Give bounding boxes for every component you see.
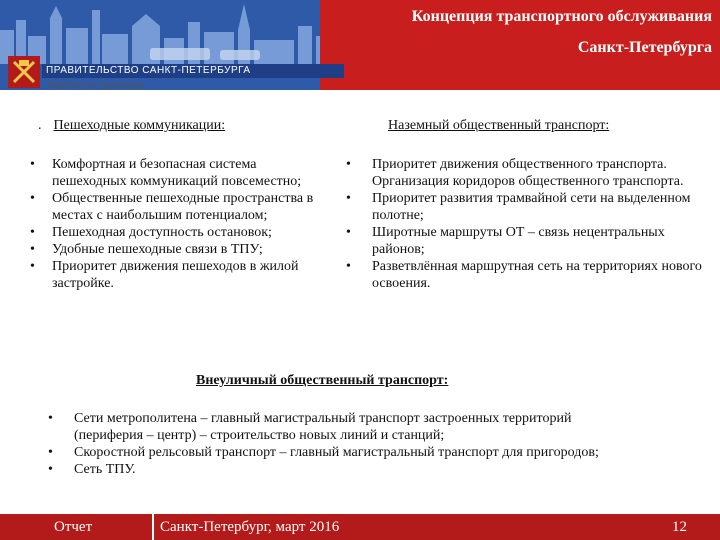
page-number: 12: [672, 519, 687, 535]
footer-divider: [152, 514, 154, 540]
bullet-icon: •: [346, 157, 351, 172]
bullet-icon: •: [346, 225, 351, 240]
bullet-icon: •: [30, 157, 35, 172]
bullet-icon: •: [48, 445, 53, 460]
list-item: • Приоритет движения общественного транспорта. Организация коридоров общественного транспорта.: [346, 157, 684, 189]
list-item: • Общественные пешеходные пространства в местах с наибольшим потенциалом;: [30, 191, 314, 223]
footer-bar: [0, 514, 720, 540]
bullet-icon: •: [48, 411, 53, 426]
bullet-icon: •: [30, 191, 35, 206]
pedestrian-heading-text: Пешеходные коммуникации:: [53, 118, 226, 133]
list-item: • Сети метрополитена – главный магистральный транспорт застроенных территорий (периферия – центр) – строительство новых линий и станций;: [48, 411, 572, 443]
list-item: • Удобные пешеходные связи в ТПУ;: [30, 242, 263, 257]
city-skyline-graphic: [0, 0, 360, 64]
list-item: • Широтные маршруты ОТ – связь нецентральных районов;: [346, 225, 665, 257]
footer-place-date: Санкт-Петербург, март 2016: [160, 519, 340, 535]
list-item: • Разветвлённая маршрутная сеть на территориях нового освоения.: [346, 259, 702, 291]
bullet-icon: •: [346, 259, 351, 274]
offstreet-transport-list: [48, 410, 604, 478]
presentation-title-line1: Концепция транспортного обслуживания: [411, 8, 712, 25]
ground-transport-list: [346, 156, 712, 292]
list-item: • Приоритет движения пешеходов в жилой застройке.: [30, 259, 299, 291]
heading-bullet-icon: .: [38, 118, 42, 133]
ground-transport-heading: Наземный общественный транспорт:: [388, 118, 610, 133]
list-item: • Приоритет развития трамвайной сети на выделенном полотне;: [346, 191, 691, 223]
pedestrian-list: [30, 156, 322, 292]
pedestrian-heading: [38, 118, 225, 134]
offstreet-transport-heading: Внеуличный общественный транспорт:: [196, 373, 449, 388]
list-item: • Скоростной рельсовый транспорт – главный магистральный транспорт для пригородов;: [48, 445, 599, 460]
bullet-icon: •: [48, 462, 53, 477]
bullet-icon: •: [30, 259, 35, 274]
list-item: • Пешеходная доступность остановок;: [30, 225, 272, 240]
city-emblem-icon: [8, 56, 40, 88]
list-item: • Сеть ТПУ.: [48, 462, 136, 477]
presentation-title-line2: Санкт-Петербурга: [577, 39, 712, 56]
committee-name: Комитет по транспорту: [48, 80, 145, 90]
bullet-icon: •: [30, 242, 35, 257]
bullet-icon: •: [346, 191, 351, 206]
bullet-icon: •: [30, 225, 35, 240]
list-item: • Комфортная и безопасная система пешеходных коммуникаций повсеместно;: [30, 157, 302, 189]
government-name: ПРАВИТЕЛЬСТВО САНКТ-ПЕТЕРБУРГА: [46, 65, 251, 76]
footer-report-label: Отчет: [54, 519, 93, 535]
